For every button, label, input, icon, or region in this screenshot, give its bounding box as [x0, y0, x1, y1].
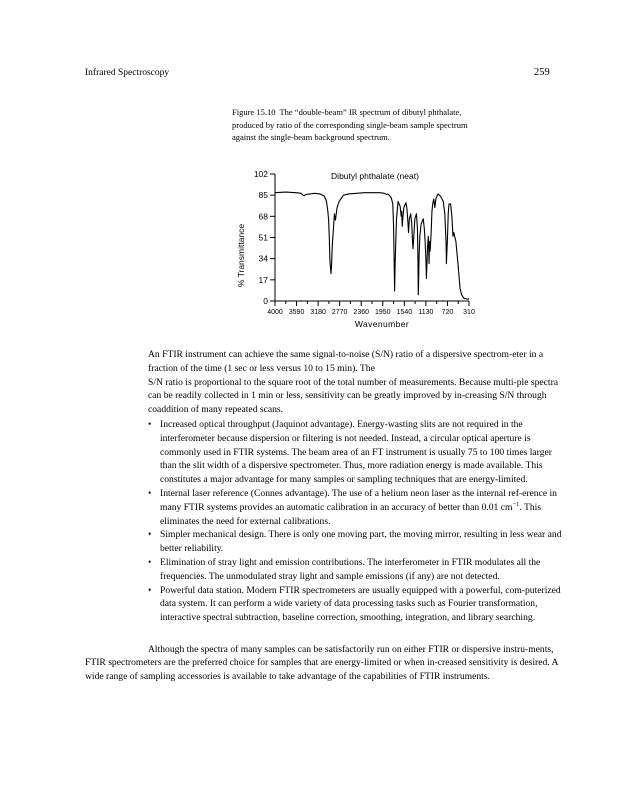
y-axis-label: % Transmittance: [236, 223, 246, 288]
list-item-text: Increased optical throughput (Jaquinot advantage). Energy-wasting slits are not required in the interferometer because dispersion or filtering is not needed. Instead, a circular optical aperture is commonly used in FTIR systems. The beam area of an FT instrument is usually 75 to 100 times larger than the slit width of a dispersive spectrometer. Thus, more radiation energy is made available. This constitutes a major advantage for many samples or sampling techniques that are energy-limited.: [160, 418, 552, 486]
y-tick-label: 68: [258, 211, 268, 222]
list-item: [148, 556, 562, 584]
x-axis-label: Wavenumber: [354, 319, 410, 329]
chart-title: Dibutyl phthalate (neat): [331, 171, 419, 181]
running-title: Infrared Spectroscopy: [85, 68, 170, 78]
connes-exponent: −1: [512, 500, 520, 508]
advantages-list: [148, 418, 562, 625]
list-item-text: Simpler mechanical design. There is only one moving part, the moving mirror, resulting in less wear and better reliability.: [160, 529, 562, 555]
figure-caption: [232, 106, 492, 144]
x-tick-label: 3180: [310, 309, 326, 316]
x-tick-label: 1950: [374, 309, 391, 316]
list-item-text: Internal laser reference (Connes advantage). The use of a helium neon laser as the internal ref-erence in many FTIR systems provides an automatic calibration in an accuracy of better than: [160, 487, 557, 513]
connes-value: 0.01 cm: [481, 501, 513, 513]
spectrum-line: [275, 192, 469, 299]
bullet-symbol: •: [148, 418, 152, 430]
figure-label: Figure 15.10: [232, 107, 276, 117]
intro-paragraph-2: S/N ratio is proportional to the square root of the total number of measurements. Because multi-ple spectra can be readily collected in 1 min or less, sensitivity can be greatly improved by in-creasing S/N through coaddition of many repeated scans.: [148, 376, 559, 416]
list-item: [148, 487, 562, 528]
list-item: [148, 528, 562, 556]
x-tick-label: 2360: [353, 309, 370, 316]
intro-paragraph-1: An FTIR instrument can achieve the same signal-to-noise (S/N) ratio of a dispersive spectrom-eter in a fraction of the time (1 sec or less versus 10 to 15 min). The: [148, 349, 544, 374]
x-tick-label: 720: [441, 309, 454, 316]
bullet-symbol: •: [148, 584, 152, 596]
list-item-text: Powerful data station. Modern FTIR spectrometers are usually equipped with a powerful, com-puterized data system. It can perform a wide variety of data processing tasks such as Fourier transformation, interactive spectral subtraction, baseline correction, smoothing, integration, and library searching.: [160, 584, 561, 624]
list-item-text: Elimination of stray light and emission contributions. The interferometer in FTIR modulates all the frequencies. The unmodulated stray light and sample emissions (if any) are not detected.: [160, 556, 541, 582]
x-tick-label: 1540: [396, 309, 413, 316]
y-tick-label: 34: [258, 253, 268, 264]
bullet-symbol: •: [148, 487, 152, 499]
connes-tail: . This eliminates the need for external calibrations.: [160, 501, 542, 527]
x-tick-label: 1130: [418, 309, 434, 316]
y-tick-label: 51: [258, 232, 268, 243]
body-text: [148, 348, 562, 625]
y-tick-label: 17: [258, 274, 268, 285]
ir-spectrum-chart: [230, 160, 490, 340]
bullet-symbol: •: [148, 529, 152, 541]
figure-caption-text: The “double-beam” IR spectrum of dibutyl phthalate, produced by ratio of the corresponding single-beam sample spectrum against the single-beam background spectrum.: [232, 107, 468, 142]
bullet-symbol: •: [148, 556, 152, 568]
x-tick-label: 4000: [267, 309, 283, 316]
x-tick-label: 310: [463, 309, 475, 316]
closing-text: Although the spectra of many samples can be satisfactorily run on either FTIR or dispersive instru-ments, FTIR spectrometers are the preferred choice for samples that are energy-limited or when in-creased sensitivity is desired. A wide range of sampling accessories is available to take advantage of the capabilities of FTIR instruments.: [85, 643, 558, 683]
y-tick-label: 85: [258, 190, 268, 201]
x-tick-label: 3590: [288, 309, 305, 316]
page-number: 259: [534, 67, 550, 78]
x-tick-label: 2770: [331, 309, 348, 316]
list-item: [148, 584, 562, 625]
y-tick-label: 0: [263, 296, 268, 306]
closing-paragraph: [85, 643, 562, 684]
y-tick-label: 102: [253, 169, 268, 179]
list-item: [148, 418, 562, 487]
